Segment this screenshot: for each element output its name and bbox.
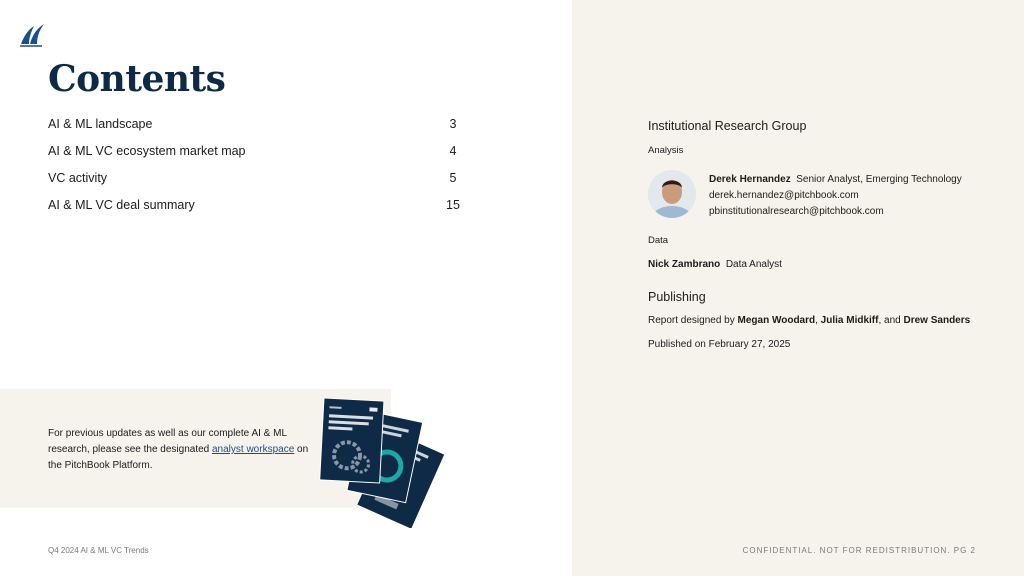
- toc-item-label: VC activity: [48, 171, 108, 185]
- toc-item-label: AI & ML landscape: [48, 117, 153, 131]
- designer-separator: , and: [878, 315, 904, 326]
- group-email[interactable]: pbinstitutionalresearch@pitchbook.com: [709, 206, 884, 217]
- toc-item-page: 4: [449, 144, 457, 158]
- analyst-photo-icon: [648, 170, 696, 218]
- promo-text-after: on the PitchBook Platform.: [48, 444, 309, 471]
- analyst-avatar: [648, 170, 696, 218]
- designed-by-prefix: Report designed by: [648, 315, 738, 326]
- designed-by: [648, 315, 970, 326]
- promo-text-before: For previous updates as well as our complete AI & ML research, please see the designated: [48, 428, 287, 455]
- analysis-label: Analysis: [648, 145, 684, 156]
- promo-text: [48, 426, 318, 474]
- footer-report-title: Q4 2024 AI & ML VC Trends: [48, 546, 149, 555]
- publishing-title: Publishing: [648, 290, 706, 304]
- toc-item-label: AI & ML VC deal summary: [48, 198, 195, 212]
- data-label: Data: [648, 235, 669, 246]
- group-title: Institutional Research Group: [648, 119, 807, 133]
- data-role: Data Analyst: [725, 259, 782, 270]
- designer-name: Julia Midkiff: [820, 315, 879, 326]
- designer-separator: ,: [815, 315, 821, 326]
- toc-item-page: 3: [449, 117, 457, 131]
- right-panel: [572, 0, 1024, 576]
- footer-confidential: CONFIDENTIAL. NOT FOR REDISTRIBUTION. PG 2: [742, 546, 976, 555]
- analyst-workspace-link[interactable]: analyst workspace: [212, 444, 295, 455]
- toc-item[interactable]: [48, 171, 468, 198]
- table-of-contents: [48, 117, 468, 225]
- analyst-contact: [709, 172, 962, 220]
- analyst-role: Senior Analyst, Emerging Technology: [796, 174, 962, 185]
- designer-name: Drew Sanders: [903, 315, 971, 326]
- page-title: Contents: [48, 58, 226, 100]
- data-contact: [648, 259, 782, 270]
- toc-item[interactable]: [48, 117, 468, 144]
- toc-item[interactable]: [48, 144, 468, 171]
- analyst-email[interactable]: derek.hernandez@pitchbook.com: [709, 190, 859, 201]
- toc-item-label: AI & ML VC ecosystem market map: [48, 144, 246, 158]
- pitchbook-sail-icon: [18, 20, 46, 48]
- data-name: Nick Zambrano: [648, 259, 721, 270]
- designer-name: Megan Woodard: [737, 315, 816, 326]
- toc-item[interactable]: [48, 198, 468, 225]
- published-date: Published on February 27, 2025: [648, 339, 791, 350]
- toc-item-page: 5: [449, 171, 457, 185]
- analyst-name: Derek Hernandez: [709, 174, 791, 185]
- toc-item-page: 15: [446, 198, 460, 212]
- report-covers-image: [318, 392, 468, 528]
